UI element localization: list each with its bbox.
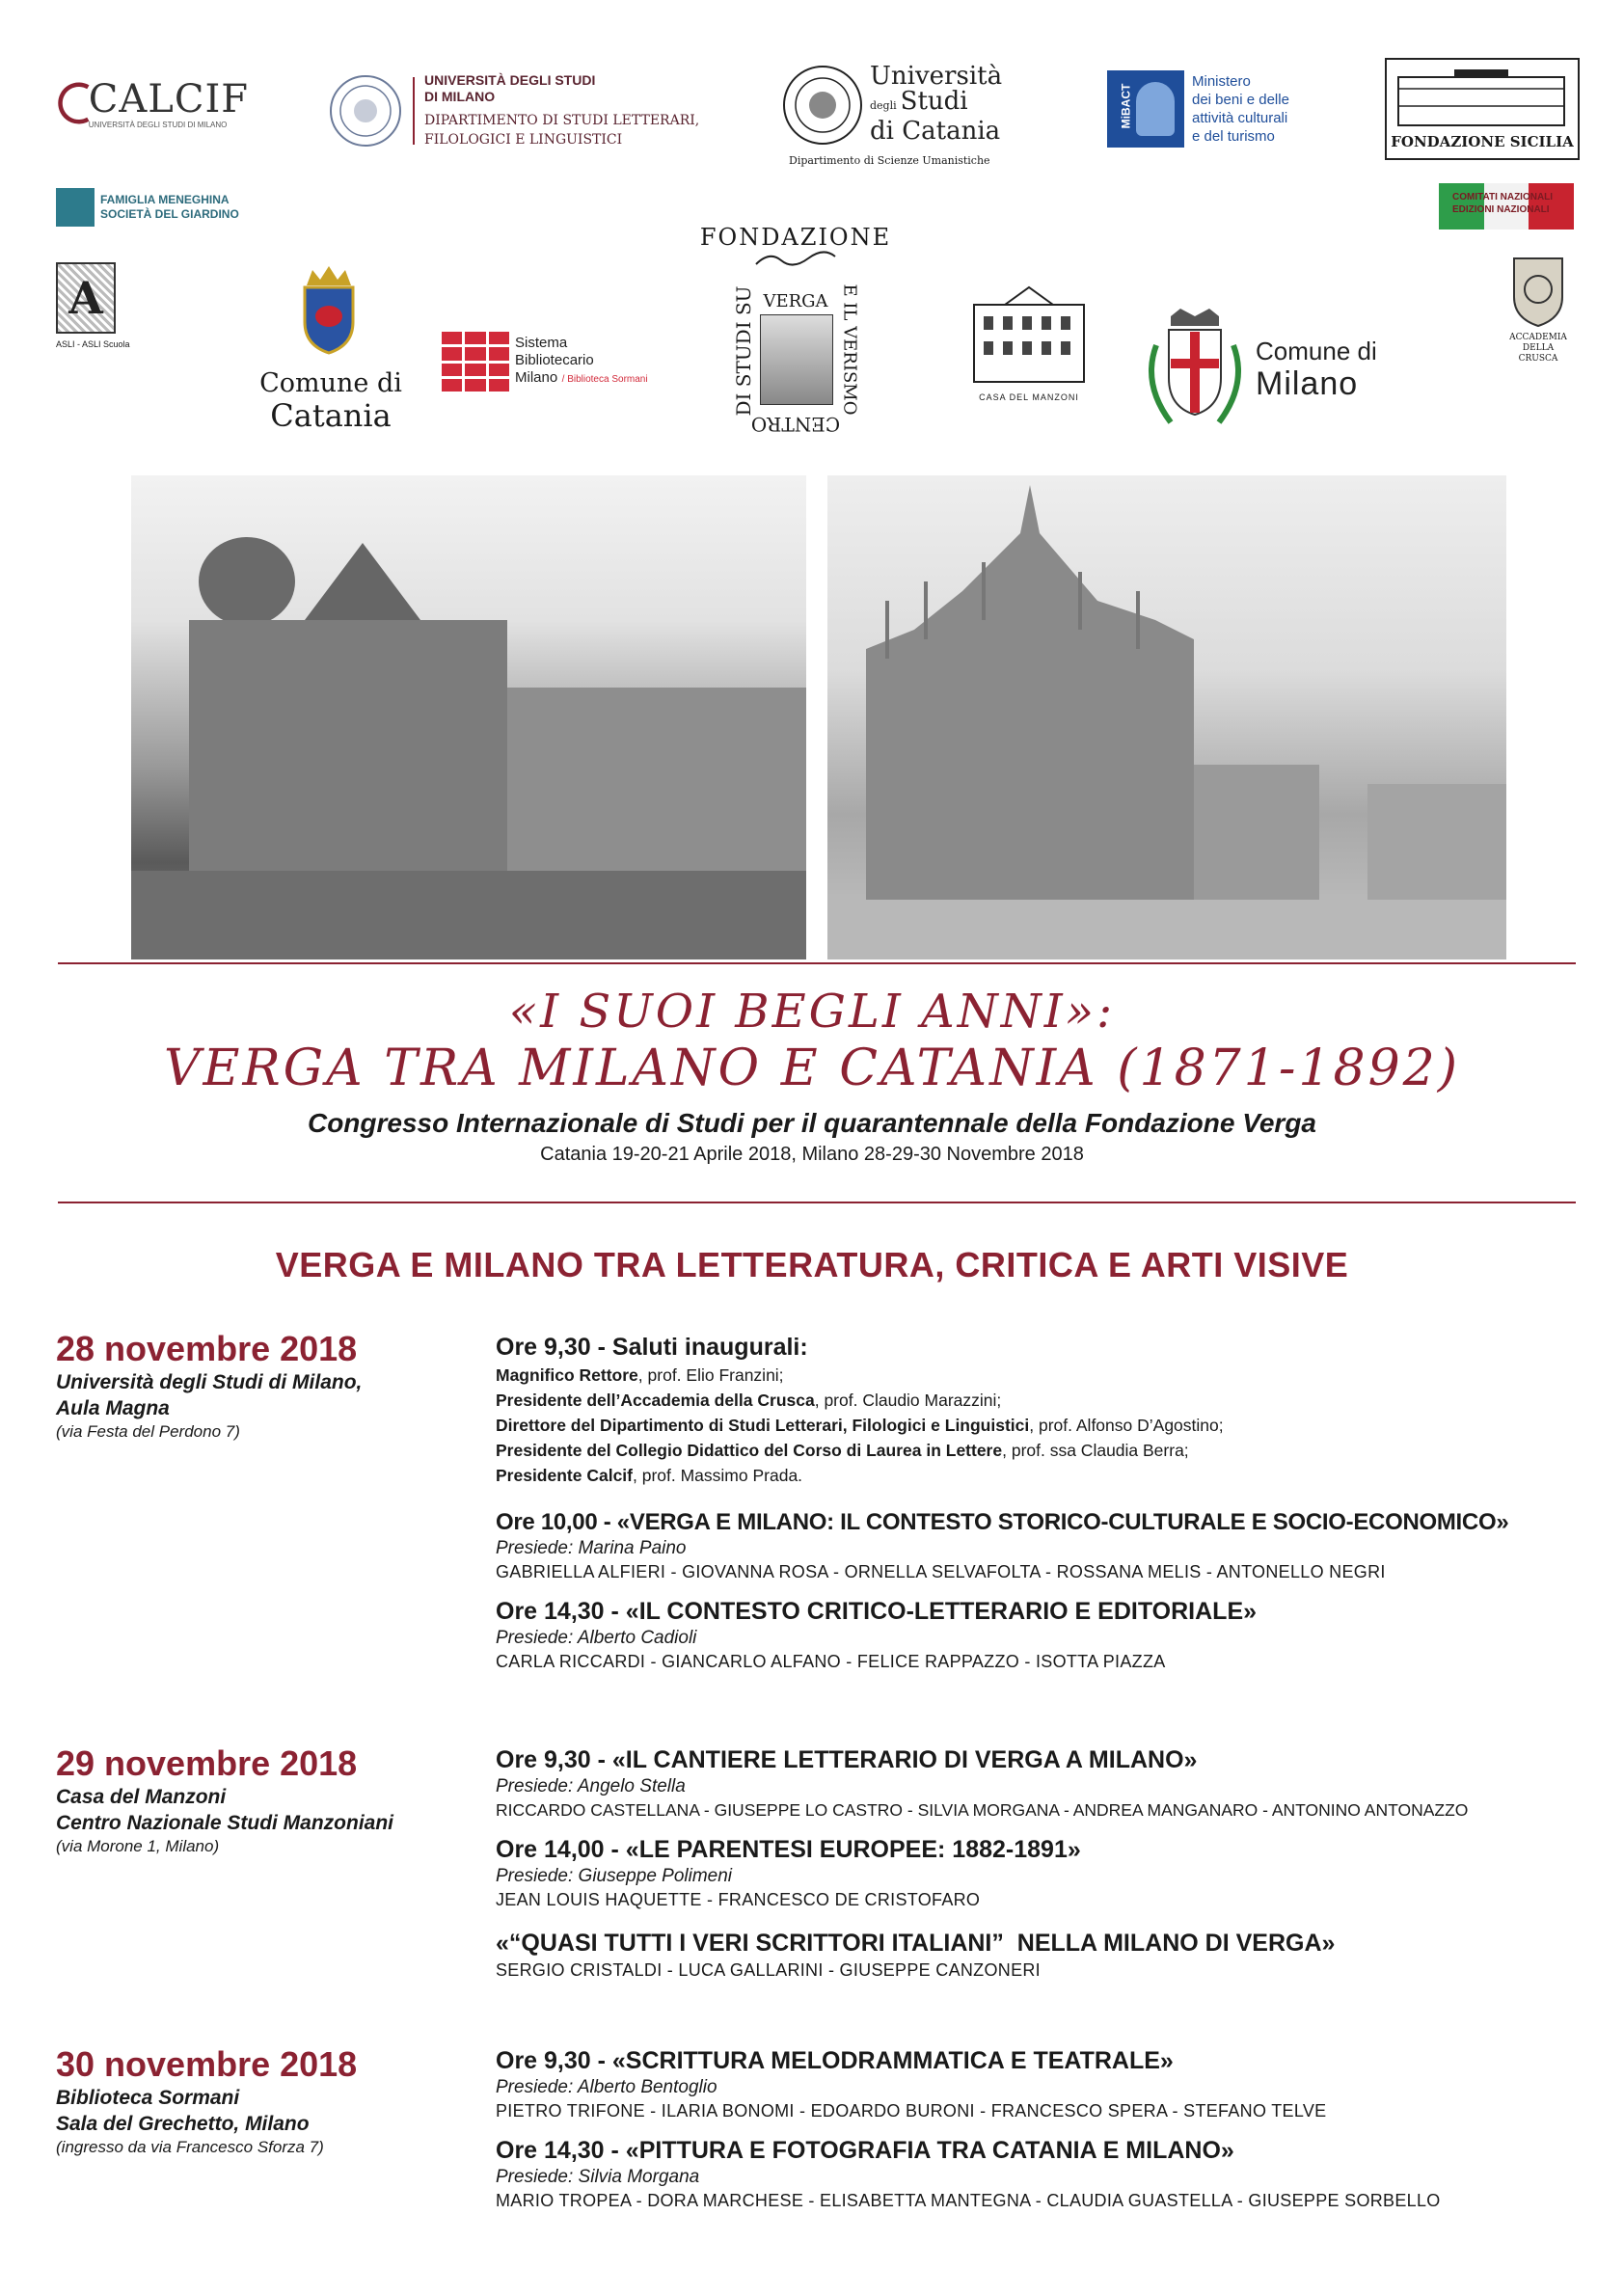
asli-logo — [56, 262, 130, 355]
unimi-line1: UNIVERSITÀ DEGLI STUDI — [424, 72, 596, 88]
unimi-seal-icon — [328, 73, 403, 149]
comitati-line1: COMITATI NAZIONALI — [1452, 192, 1554, 203]
sbm-line2: Bibliotecario — [515, 352, 594, 368]
mibact-emblem-icon — [1107, 70, 1184, 148]
famiglia-line1: FAMIGLIA MENEGHINA — [100, 193, 230, 206]
ring-right: E IL VERISMO — [839, 284, 860, 416]
comitati-nazionali-logo — [1439, 183, 1574, 230]
mibact-abbr: MiBACT — [1119, 83, 1133, 129]
session-speakers: SERGIO CRISTALDI - LUCA GALLARINI - GIUSEPPE CANZONERI — [496, 1960, 1041, 1980]
day-1-date: 28 novembre 2018 — [56, 1329, 358, 1368]
day-3-info — [56, 2044, 480, 2158]
mibact-line2: dei beni e delle — [1192, 92, 1289, 108]
catania-line1: Comune di — [259, 368, 402, 398]
calcif-sub: UNIVERSITÀ DEGLI STUDI DI MILANO — [88, 120, 228, 129]
day-2-address: (via Morone 1, Milano) — [56, 1837, 220, 1855]
ring-left: DI STUDI SU — [732, 285, 755, 417]
calcif-name: CALCIF — [88, 76, 249, 122]
unimi-line2: DI MILANO — [424, 89, 496, 104]
day-3-address: (ingresso da via Francesco Sforza 7) — [56, 2138, 324, 2156]
unict-logo — [781, 64, 1003, 170]
fondazione-verga-logo — [694, 224, 897, 455]
session-title: Ore 9,30 - «IL CANTIERE LETTERARIO DI VERGA A MILANO» — [496, 1746, 1198, 1773]
unict-line1: Università — [870, 62, 1003, 91]
milano-crest-icon — [1142, 307, 1248, 432]
greeting-line — [496, 1413, 1585, 1438]
main-title-line1: «I SUOI BEGLI ANNI»: — [508, 985, 1116, 1039]
greeting-role: Presidente del Collegio Didattico del Corso di Laurea in Lettere — [496, 1441, 1003, 1460]
main-title-line2: VERGA TRA MILANO E CATANIA (1871-1892) — [163, 1040, 1461, 1097]
session-speakers: CARLA RICCARDI - GIANCARLO ALFANO - FELICE RAPPAZZO - ISOTTA PIAZZA — [496, 1652, 1166, 1671]
session-chair: Presiede: Alberto Bentoglio — [496, 2077, 717, 2097]
catania-line2: Catania — [270, 397, 392, 434]
greeting-line — [496, 1363, 1585, 1388]
comune-milano-logo — [1142, 305, 1421, 434]
session-speakers: PIETRO TRIFONE - ILARIA BONOMI - EDOARDO BURONI - FRANCESCO SPERA - STEFANO TELVE — [496, 2101, 1327, 2120]
catania-crest-icon — [299, 264, 359, 357]
sbm-grid-icon — [442, 332, 509, 392]
calcif-logo — [56, 60, 249, 147]
day-3-venue2: Sala del Grechetto, Milano — [56, 2113, 310, 2135]
crusca-line2: DELLA — [1522, 343, 1555, 353]
opening-title: Ore 9,30 - Saluti inaugurali: — [496, 1334, 808, 1361]
sbm-line3: Milano — [515, 369, 558, 386]
greeting-name: , prof. Alfonso D’Agostino; — [1029, 1416, 1224, 1435]
fondazione-sicilia-logo — [1385, 58, 1580, 160]
session-title: Ore 14,30 - «PITTURA E FOTOGRAFIA TRA CATANIA E MILANO» — [496, 2137, 1234, 2164]
ring-bottom: CENTRO — [750, 413, 841, 436]
casa-manzoni-logo — [966, 282, 1092, 407]
fondazione-sicilia-label: FONDAZIONE SICILIA — [1391, 133, 1574, 150]
session-title: Ore 10,00 - «VERGA E MILANO: IL CONTESTO STORICO-CULTURALE E SOCIO-ECONOMICO» — [496, 1509, 1509, 1535]
day-3-venue1: Biblioteca Sormani — [56, 2087, 240, 2109]
crusca-line1: ACCADEMIA — [1509, 333, 1567, 342]
session-title: Ore 9,30 - «SCRITTURA MELODRAMMATICA E TEATRALE» — [496, 2047, 1174, 2074]
crusca-emblem-icon — [1504, 255, 1572, 328]
congress-subtitle: Congresso Internazionale di Studi per il quarantennale della Fondazione Verga — [307, 1108, 1317, 1138]
unict-line2: degli — [870, 99, 897, 112]
greeting-line — [496, 1463, 1585, 1488]
session-speakers: RICCARDO CASTELLANA - GIUSEPPE LO CASTRO - SILVIA MORGANA - ANDREA MANGANARO - ANTONINO ANTONAZZO — [496, 1800, 1469, 1820]
verga-signature-icon — [752, 249, 839, 270]
asli-emblem-icon: A — [56, 262, 116, 334]
greeting-name: , prof. Claudio Marazzini; — [814, 1391, 1002, 1410]
verga-title: VERGA — [763, 291, 828, 311]
day-2-venue2: Centro Nazionale Studi Manzoniani — [56, 1812, 394, 1834]
cathedral-silhouette-icon — [131, 475, 806, 959]
manzoni-building-icon — [966, 282, 1092, 388]
greeting-line — [496, 1438, 1585, 1463]
day-2-program — [496, 1745, 1585, 1995]
divider-bottom — [58, 1202, 1576, 1203]
milano-line1: Comune di — [1256, 337, 1377, 365]
unict-line4: di Catania — [870, 117, 1001, 146]
mibact-logo — [1107, 66, 1339, 152]
divider-top — [58, 962, 1576, 964]
day-1-venue2: Aula Magna — [56, 1397, 170, 1419]
session-title: «“QUASI TUTTI I VERI SCRITTORI ITALIANI” NELLA MILANO DI VERGA» — [496, 1930, 1336, 1957]
greeting-name: , prof. ssa Claudia Berra; — [1002, 1441, 1189, 1460]
comitati-line2: EDIZIONI NAZIONALI — [1452, 204, 1550, 215]
sistema-bibliotecario-logo — [442, 328, 683, 395]
session-speakers: JEAN LOUIS HAQUETTE - FRANCESCO DE CRISTOFARO — [496, 1890, 981, 1909]
manzoni-label: CASA DEL MANZONI — [979, 392, 1079, 402]
day-1-venue1: Università degli Studi di Milano, — [56, 1371, 363, 1393]
day-3-date: 30 novembre 2018 — [56, 2044, 358, 2084]
milano-line2: Milano — [1256, 365, 1359, 402]
catania-cathedral-photo — [131, 475, 806, 959]
day-1-address: (via Festa del Perdono 7) — [56, 1422, 240, 1441]
session-chair: Presiede: Angelo Stella — [496, 1776, 686, 1796]
section-title: VERGA E MILANO TRA LETTERATURA, CRITICA E ARTI VISIVE — [275, 1245, 1349, 1284]
famiglia-meneghina-logo — [56, 183, 287, 231]
unict-line3: Studi — [900, 87, 968, 116]
day-2-venue1: Casa del Manzoni — [56, 1786, 227, 1808]
greeting-role: Direttore del Dipartimento di Studi Letterari, Filologici e Linguistici — [496, 1416, 1030, 1435]
day-3-program — [496, 2046, 1585, 2226]
day-1-program — [496, 1333, 1585, 1687]
day-2-info — [56, 1743, 480, 1857]
greeting-name: , prof. Elio Franzini; — [637, 1365, 784, 1385]
sbm-line4: / Biblioteca Sormani — [561, 374, 648, 385]
session-chair: Presiede: Marina Paino — [496, 1538, 687, 1558]
session-speakers: MARIO TROPEA - DORA MARCHESE - ELISABETTA MANTEGNA - CLAUDIA GUASTELLA - GIUSEPPE SORBELLO — [496, 2191, 1441, 2210]
unimi-line3: DIPARTIMENTO DI STUDI LETTERARI, — [424, 113, 700, 128]
mibact-line3: attività culturali — [1192, 110, 1288, 126]
unict-seal-icon — [781, 64, 864, 147]
palazzo-icon — [1396, 68, 1566, 127]
milano-duomo-photo — [827, 475, 1506, 959]
accademia-crusca-logo — [1504, 255, 1582, 370]
sbm-line1: Sistema — [515, 335, 568, 351]
greeting-role: Presidente Calcif — [496, 1466, 633, 1485]
greeting-role: Magnifico Rettore — [496, 1365, 638, 1385]
mibact-line1: Ministero — [1192, 73, 1251, 90]
comune-catania-logo — [258, 264, 403, 434]
greeting-role: Presidente dell’Accademia della Crusca — [496, 1391, 815, 1410]
famiglia-line2: SOCIETÀ DEL GIARDINO — [100, 207, 239, 221]
duomo-silhouette-icon — [827, 475, 1506, 959]
verga-portrait — [760, 314, 833, 405]
unimi-logo — [328, 68, 714, 154]
mibact-line4: e del turismo — [1192, 128, 1275, 145]
day-2-date: 29 novembre 2018 — [56, 1743, 358, 1783]
unict-sub: Dipartimento di Scienze Umanistiche — [789, 154, 990, 167]
famiglia-emblem-icon — [56, 188, 95, 227]
session-title: Ore 14,30 - «IL CONTESTO CRITICO-LETTERARIO E EDITORIALE» — [496, 1598, 1258, 1625]
fondazione-verga-label: FONDAZIONE — [699, 224, 892, 251]
day-1-info — [56, 1329, 480, 1443]
greeting-name: , prof. Massimo Prada. — [633, 1466, 803, 1485]
unimi-line4: FILOLOGICI E LINGUISTICI — [424, 132, 623, 148]
congress-dates: Catania 19-20-21 Aprile 2018, Milano 28-29-30 Novembre 2018 — [540, 1144, 1084, 1165]
session-chair: Presiede: Alberto Cadioli — [496, 1628, 697, 1648]
session-chair: Presiede: Silvia Morgana — [496, 2167, 700, 2187]
session-chair: Presiede: Giuseppe Polimeni — [496, 1866, 733, 1886]
session-title: Ore 14,00 - «LE PARENTESI EUROPEE: 1882-1891» — [496, 1836, 1081, 1863]
crusca-line3: CRUSCA — [1518, 354, 1558, 364]
session-speakers: GABRIELLA ALFIERI - GIOVANNA ROSA - ORNELLA SELVAFOLTA - ROSSANA MELIS - ANTONELLO NEGRI — [496, 1562, 1386, 1581]
greeting-line — [496, 1388, 1585, 1413]
asli-label: ASLI - ASLI Scuola — [56, 339, 130, 349]
